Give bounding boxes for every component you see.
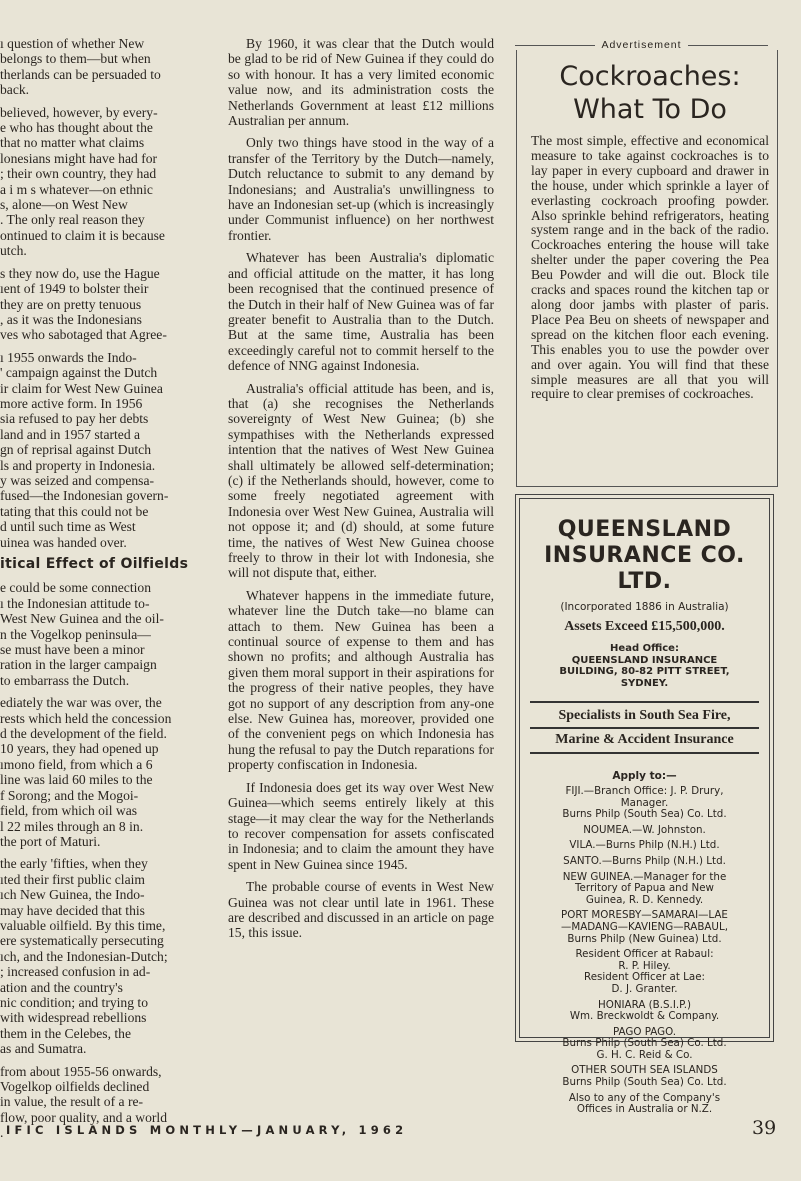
paragraph: believed, however, by every- e who has thought about the that no matter what claims lonesians might have had for ; their own country, they had a i m s whatever—on ethnic s, alone—on West New . The only real reason they ontinued to claim it is because utch. (0, 104, 165, 259)
insurance-branch: VILA.—Burns Philp (N.H.) Ltd. (569, 839, 720, 852)
column-middle (228, 36, 494, 948)
insurance-incorporated: (Incorporated 1886 in Australia) (560, 601, 729, 613)
paragraph: The probable course of events in West New Guinea was not clear until late in 1961. These are described and discussed in an article on page 15, this issue. (228, 879, 494, 941)
paragraph: s they now do, use the Hague ıent of 1949 to bolster their they are on pretty tenuous , as it was the Indonesians ves who sabotaged that Agree- (0, 265, 167, 343)
advertisement-label-text: Advertisement (601, 39, 682, 51)
insurance-branch: OTHER SOUTH SEA ISLANDS Burns Philp (South Sea) Co. Ltd. (562, 1064, 727, 1089)
insurance-branch: SANTO.—Burns Philp (N.H.) Ltd. (563, 854, 726, 867)
insurance-branch: Also to any of the Company's Offices in Australia or N.Z. (568, 1091, 721, 1116)
paragraph: Australia's official attitude has been, and is, that (a) she recognises the Netherlands sovereignty of West New Guinea; (b) she sympathises with the Netherlands expressed intention that the natives of West New Guinea shall ultimately be allowed self-determination; (c) if the Netherlands should, however, come to some freely negotiated agreement with Indonesia over West New Guinea, Australia will not oppose it; and (d) should, at some future time, the natives of West New Guinea choose freely to throw in their lot with Indonesia, she will not dispute that, either. (228, 380, 494, 581)
paragraph: ı question of whether New belongs to them—but when therlands can be persuaded to back. (0, 36, 161, 98)
insurance-branch: FIJI.—Branch Office: J. P. Drury, Manager. Burns Philp (South Sea) Co. Ltd. (562, 785, 727, 821)
paragraph: ediately the war was over, the rests which held the concession d the development of the field. 10 years, they had opened up ımono field, from which a 6 line was laid 60 miles to the f Sorong; and the Mogoi- field, from which oil was l 22 miles through an 8 in. the port of Maturi. (0, 695, 172, 849)
paragraph: ı 1955 onwards the Indo- ' campaign against the Dutch ir claim for West New Guinea more active form. In 1956 sia refused to pay her debts land and in 1957 started a gn of reprisal against Dutch ls and property in Indonesia. y was seized and compensa- fused—the Indonesian govern- tating that this could not be d until such time as West uinea was handed over. (0, 349, 169, 550)
insurance-branch: NEW GUINEA.—Manager for the Territory of Papua and New Guinea, R. D. Kennedy. (562, 870, 727, 906)
paragraph: Only two things have stood in the way of a transfer of the Territory by the Dutch—namely, Dutch reluctance to submit to any demand by Indonesians; and Australia's unwillingness to have an Indonesian set-up (which is increasingly under Communist influence) on her northwest frontier. (228, 135, 494, 243)
page-footer (0, 1117, 801, 1141)
insurance-specialists-line2: Marine & Accident Insurance (530, 727, 759, 754)
paragraph: Whatever happens in the immediate future, whatever line the Dutch take—no blame can attach to them. New Guinea has been a continual source of expense to them and has shown no profits; and although Australia has given them moral support in their aspirations for the progress of their native peoples, they have got no support of any description from any-one else. New Guinea has, moreover, provided one of the convenient pegs on which Indonesia has hung the refusal to pay the Dutch reparations for property confiscation in Indonesia. (228, 587, 494, 773)
insurance-branch: NOUMEA.—W. Johnston. (583, 823, 706, 836)
advert-body: The most simple, effective and economical measure to take against cockroaches is to lay paper in every cupboard and drawer in the house, under which sprinkle a layer of everlasting cockroach proofing powder. Also sprinkle behind refrigerators, heating system range and in the back of the radio. Cockroaches entering the house will take shelter under the paper covering the Pea Beu Powder and will die out. Block tile cracks and spaces round the kitchen tap or along door jambs with plaster of paris. Place Pea Beu on sheets of newspaper and spread on the kitchen floor each evening. This enables you to use the powder over and over again. You will find that these simple measures are all that you will require to clear premises of cockroaches. (531, 133, 769, 402)
paragraph: If Indonesia does get its way over West New Guinea—which seems entirely likely at this stage—it may clear the way for the Netherlands to recover compensation for assets confiscated in Indonesia; and to claim the amount they have spent in New Guinea since 1945. (228, 779, 494, 872)
insurance-branch: PORT MORESBY—SAMARAI—LAE —MADANG—KAVIENG—RABAUL, Burns Philp (New Guinea) Ltd. (561, 909, 728, 945)
insurance-branch: PAGO PAGO. Burns Philp (South Sea) Co. Ltd. G. H. C. Reid & Co. (562, 1025, 727, 1061)
insurance-branch-list (530, 786, 759, 1116)
insurance-specialists: Specialists in South Sea Fire, (530, 701, 759, 727)
section-subheading: itical Effect of Oilfields (0, 556, 189, 572)
paragraph: e could be some connection ı the Indonesian attitude to- West New Guinea and the oil- n the Vogelkop peninsula— se must have been a minor ration in the larger campaign to embarrass the Dutch. (0, 580, 164, 688)
advert-title: Cockroaches: What To Do (559, 61, 741, 125)
insurance-advert (515, 494, 774, 1116)
insurance-branch: HONIARA (B.S.I.P.) Wm. Breckwoldt & Company. (569, 998, 720, 1023)
insurance-title: QUEENSLAND INSURANCE CO. LTD. (544, 517, 745, 594)
insurance-head-office: Head Office: QUEENSLAND INSURANCE BUILDING, 80-82 PITT STREET, SYDNEY. (559, 643, 730, 689)
page-number: 39 (752, 1117, 777, 1139)
cockroach-advert (516, 50, 778, 487)
insurance-branch: Resident Officer at Rabaul: R. P. Hiley. Resident Officer at Lae: D. J. Granter. (575, 948, 714, 995)
paragraph: Whatever has been Australia's diplomatic and official attitude on the matter, it has long been recognised that the continued presence of the Dutch in their half of New Guinea was of far greater benefit to Australia than to the Dutch. But at the same time, Australia has been exceedingly careful not to commit herself to the defence of NNG against Indonesia. (228, 250, 494, 374)
insurance-apply: Apply to:— (612, 770, 677, 782)
paragraph: By 1960, it was clear that the Dutch would be glad to be rid of New Guinea if they could do so with honour. It has a very limited economic value now, and its administration costs the Netherlands Government at least £12 millions Australian per annum. (228, 36, 494, 129)
paragraph: the early 'fifties, when they ıted their first public claim ıch New Guinea, the Indo- may have decided that this valuable oilfield. By this time, ere systematically persecuting ıch, and the Indonesian-Dutch; ; increased confusion in ad- ation and the country's nic condition; and trying to with widespread rebellions them in the Celebes, the as and Sumatra. (0, 856, 168, 1057)
running-head: IFIC ISLANDS MONTHLY—JANUARY, 1962 (6, 1123, 408, 1137)
insurance-assets: Assets Exceed £15,500,000. (564, 619, 725, 634)
paragraph: from about 1955-56 onwards, Vogelkop oilfields declined in value, the result of a re- flow, poor quality, and a world . (0, 1063, 167, 1141)
